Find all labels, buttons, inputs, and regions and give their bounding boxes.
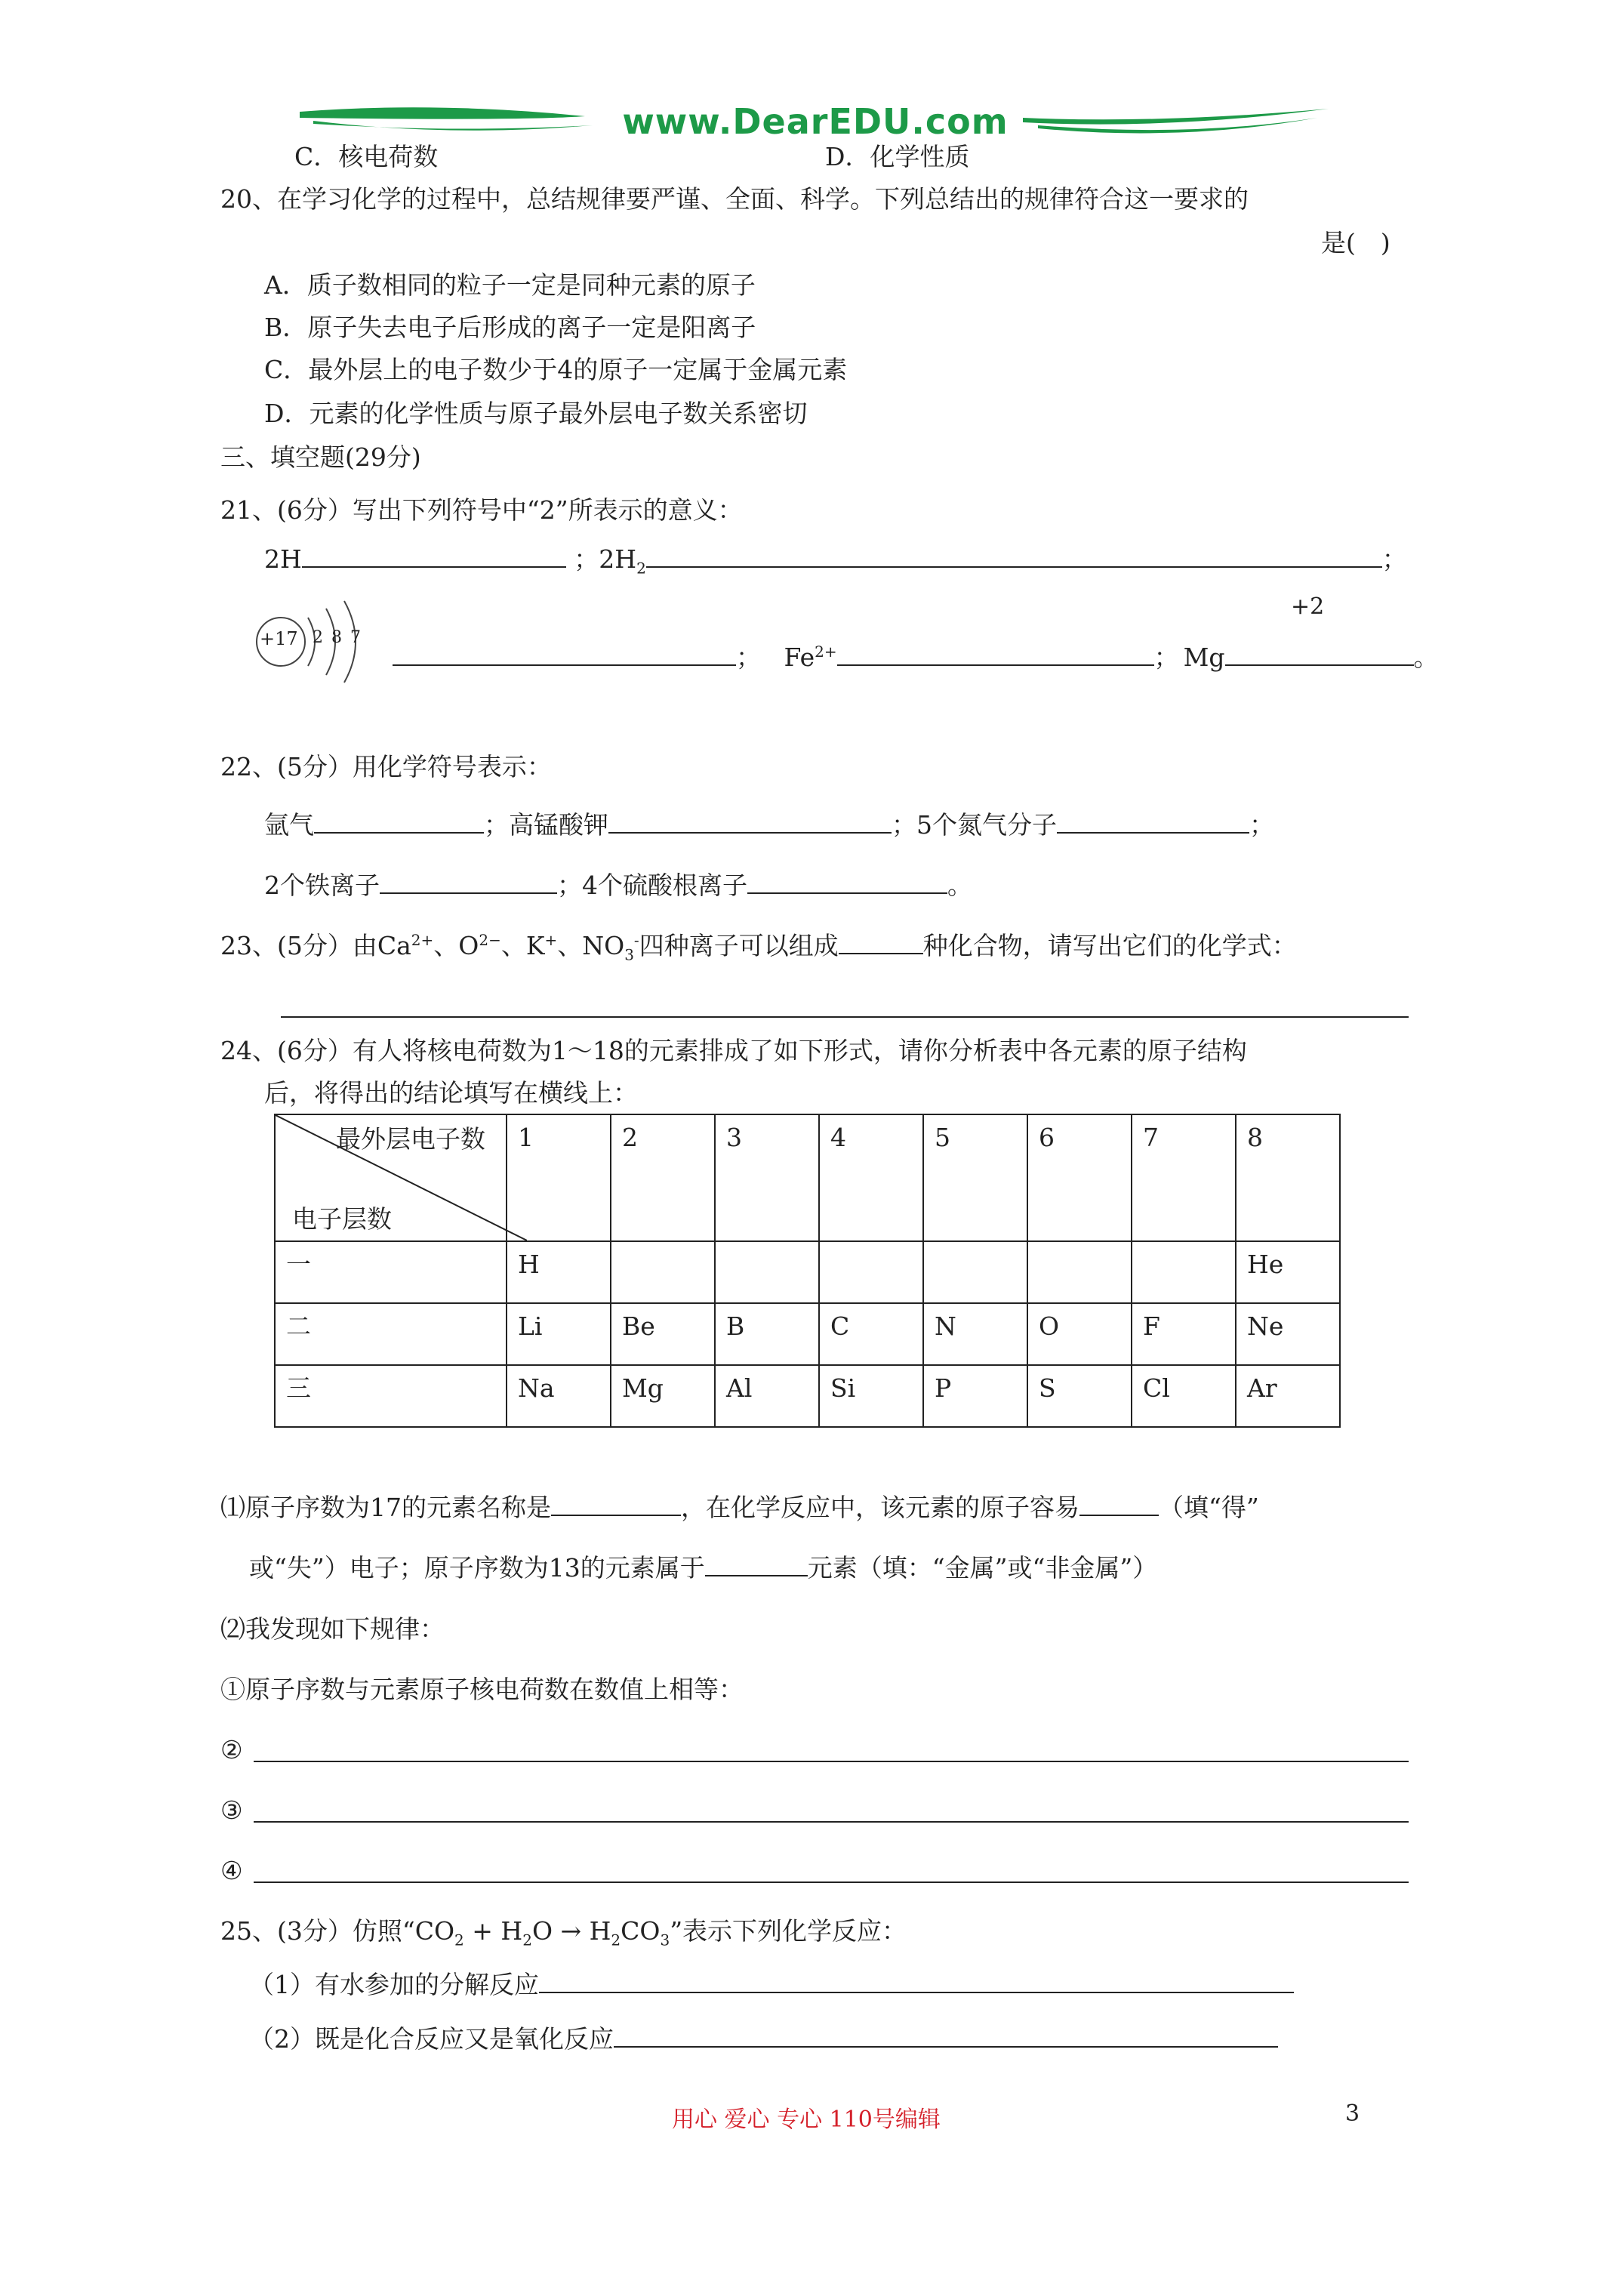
atom-nucleus: +17 (260, 628, 298, 649)
row-label: 一 (275, 1241, 507, 1303)
table-header-row (275, 1114, 1340, 1241)
table-row (275, 1365, 1340, 1427)
table-cell: F (1132, 1303, 1236, 1365)
footer-text: 用心 爱心 专心 110号编辑 (672, 2106, 941, 2133)
answer-blank[interactable] (1225, 642, 1414, 666)
q19-option-d: D．化学性质 (825, 142, 970, 171)
table-cell: H (507, 1241, 611, 1303)
symbol-2h: 2H (264, 544, 302, 574)
answer-blank[interactable] (551, 1492, 681, 1516)
q24-part1-line2: 或“失”）电子；原子序数为13的元素属于 元素（填：“金属”或“非金属”） (249, 1553, 1158, 1583)
q20-option-d: D．元素的化学性质与原子最外层电子数关系密切 (264, 399, 808, 428)
symbol-mg: Mg (1183, 643, 1225, 672)
q24-stem-line1: 24、(6分）有人将核电荷数为1～18的元素排成了如下形式，请你分析表中各元素的原子结构 (220, 1036, 1247, 1065)
answer-line[interactable] (254, 1881, 1409, 1883)
answer-blank[interactable] (646, 544, 1382, 568)
rule-1: ①原子序数与元素原子核电荷数在数值上相等： (220, 1675, 744, 1704)
q20-option-a: A．质子数相同的粒子一定是同种元素的原子 (264, 270, 756, 300)
table-cell (1027, 1241, 1132, 1303)
table-row (275, 1241, 1340, 1303)
table-cell: O (1027, 1303, 1132, 1365)
q25-item1: （1）有水参加的分解反应 (249, 1969, 1294, 2000)
table-cell: Cl (1132, 1365, 1236, 1427)
table-cell: Li (507, 1303, 611, 1365)
rule-2-label: ② (220, 1735, 243, 1764)
q21-line2: ； $Fe^{2+}$ ； Mg 。 (393, 642, 1439, 673)
q24-part1-line1: ⑴原子序数为17的元素名称是 ，在化学反应中，该元素的原子容易 （填“得” (220, 1493, 1259, 1522)
q24-stem-line2: 后，将得出的结论填写在横线上： (264, 1078, 638, 1108)
q20-stem: 20、在学习化学的过程中，总结规律要严谨、全面、科学。下列总结出的规律符合这一要求的 (220, 184, 1249, 214)
answer-blank[interactable] (614, 2023, 1278, 2048)
table-corner-cell: 最外层电子数 电子层数 (275, 1114, 507, 1241)
table-cell: Ar (1236, 1365, 1340, 1427)
header-logo (298, 91, 1332, 151)
row-label: 三 (275, 1365, 507, 1427)
table-header-cell: 8 (1236, 1114, 1340, 1241)
answer-blank[interactable] (539, 1969, 1294, 1993)
atom-structure-diagram (249, 589, 370, 695)
table-cell (611, 1241, 715, 1303)
table-cell (819, 1241, 923, 1303)
table-header-cell: 2 (611, 1114, 715, 1241)
table-cell: Al (715, 1365, 819, 1427)
answer-blank[interactable] (839, 930, 923, 954)
symbol-fe: $Fe^{2+}$ (784, 643, 837, 672)
q20-option-b: B．原子失去电子后形成的离子一定是阳离子 (264, 313, 756, 342)
table-cell (923, 1241, 1027, 1303)
q20-stem-end: 是( ) (1321, 228, 1390, 257)
element-table (274, 1114, 1341, 1428)
q25-item2: （2）既是化合反应又是氧化反应 (249, 2023, 1278, 2054)
q24-part2: ⑵我发现如下规律： (220, 1614, 445, 1644)
answer-line[interactable] (281, 1016, 1409, 1018)
table-header-cell: 7 (1132, 1114, 1236, 1241)
table-cell (1132, 1241, 1236, 1303)
q21-line1: 2H ；$2H_2$ ； (264, 544, 1407, 578)
answer-blank[interactable] (1057, 809, 1249, 834)
table-header-cell: 4 (819, 1114, 923, 1241)
table-cell: Ne (1236, 1303, 1340, 1365)
table-cell: He (1236, 1241, 1340, 1303)
answer-blank[interactable] (1079, 1492, 1159, 1516)
table-row (275, 1303, 1340, 1365)
answer-blank[interactable] (705, 1552, 808, 1576)
rule-4-label: ④ (220, 1856, 243, 1885)
table-header-cell: 3 (715, 1114, 819, 1241)
answer-blank[interactable] (380, 870, 557, 894)
table-header-cell: 5 (923, 1114, 1027, 1241)
q22-line2: 2个铁离子 ；4个硫酸根离子 。 (264, 871, 972, 900)
q22-stem: 22、(5分）用化学符号表示： (220, 752, 552, 781)
logo-text: www.DearEDU.com (622, 101, 1009, 142)
table-cell: Mg (611, 1365, 715, 1427)
table-cell: B (715, 1303, 819, 1365)
q19-option-c: C．核电荷数 (294, 142, 439, 171)
table-cell: Si (819, 1365, 923, 1427)
q21-stem: 21、(6分）写出下列符号中“2”所表示的意义： (220, 495, 743, 525)
answer-line[interactable] (254, 1821, 1409, 1823)
answer-blank[interactable] (314, 809, 484, 834)
table-cell: C (819, 1303, 923, 1365)
q22-line1: 氩气 ；高锰酸钾 ；5个氮气分子 ； (264, 810, 1274, 840)
table-header-cell: 1 (507, 1114, 611, 1241)
table-cell: Na (507, 1365, 611, 1427)
answer-blank[interactable] (837, 642, 1154, 666)
q20-option-c: C．最外层上的电子数少于4的原子一定属于金属元素 (264, 355, 848, 384)
row-label: 二 (275, 1303, 507, 1365)
table-cell: P (923, 1365, 1027, 1427)
symbol-2h2: $2H_2$ (599, 544, 646, 578)
page-number: 3 (1345, 2100, 1360, 2127)
rule-3-label: ③ (220, 1795, 243, 1825)
table-cell: N (923, 1303, 1027, 1365)
answer-blank[interactable] (747, 870, 947, 894)
q25-stem: 25、(3分）仿照“$CO_2 + H_2O \to H_2CO_3$”表示下列化学反应： (220, 1916, 907, 1949)
atom-shells: 2 8 7 (313, 628, 362, 647)
table-cell: S (1027, 1365, 1132, 1427)
answer-blank[interactable] (608, 809, 892, 834)
table-cell: Be (611, 1303, 715, 1365)
table-cell (715, 1241, 819, 1303)
answer-blank[interactable] (393, 642, 736, 666)
table-header-cell: 6 (1027, 1114, 1132, 1241)
answer-line[interactable] (254, 1761, 1409, 1762)
section-title: 三、填空题(29分) (220, 442, 421, 472)
answer-blank[interactable] (302, 544, 566, 568)
q23-stem: 23、(5分）由$Ca^{2+}$、$O^{2-}$、K+、$NO_3^-$四种离子可以组成 种化合物，请写出它们的化学式： (220, 931, 1297, 964)
valence-mark: +2 (1291, 593, 1325, 620)
